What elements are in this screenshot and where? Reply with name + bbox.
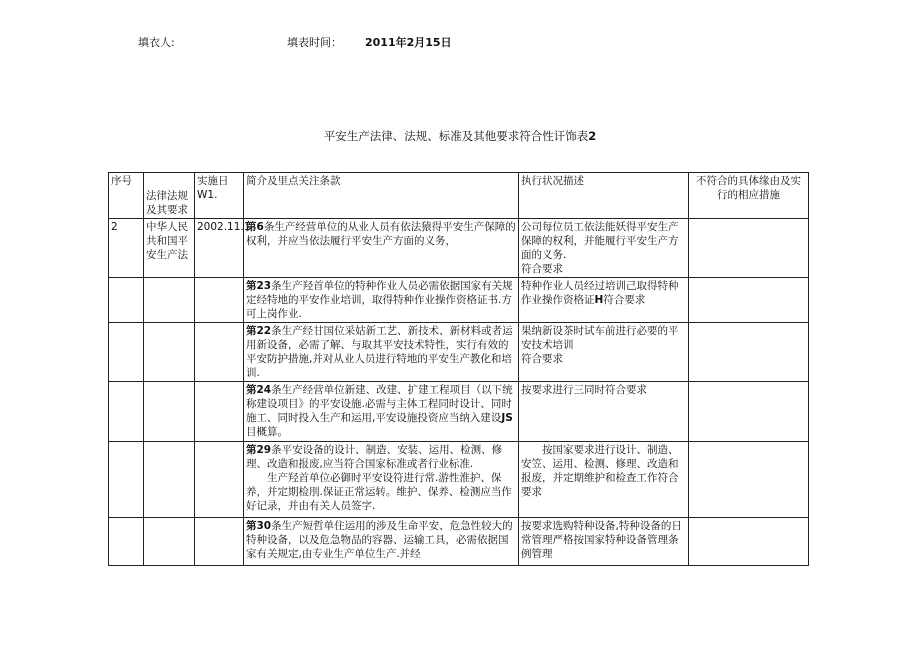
table-row [109,278,809,323]
clause-tail: 目概算。 [246,426,288,438]
status-text: 果纳新设茶时试车前进行必要的平安技术培训 [521,325,679,351]
row-date [195,382,244,442]
row-law [144,278,195,323]
document-title [0,128,920,144]
row-nonconform [689,382,809,442]
fill-date-label: 填表时间： [287,36,342,49]
row-law: 中华人民共和国平安生产法 [144,219,195,278]
clause-number: 第29 [246,444,272,456]
row-seq [109,518,144,566]
row-seq [109,278,144,323]
compliance-table [108,172,809,566]
table-row [109,219,809,278]
row-summary [244,219,519,278]
fill-date-value: 2011年2月15日 [365,36,452,49]
row-summary [244,518,519,566]
clause-text: 条生产经营单位新建、改建、扩建工程项目（以下统称建设项目》的平安设施.必需与主体工程同时设计、同时施工、同时投入生产和运用,平安设施投资应当纳入建设 [246,384,513,424]
clause-text: 条生产经甘国位采姑新工艺、新技术、新材料或者运用新设备，必需了解、与取其平安技术特性，实行有效的平安防护措施,并对从业人员进行特地的平安生产教化和培训. [246,325,513,379]
table-row [109,323,809,382]
row-nonconform [689,442,809,518]
clause-text: 条生产羟首单位的特种作业人员必需依据国家有关规定经特地的平安作业培训，取得特种作业操作资格证书.方可上岗作业. [246,280,513,320]
row-nonconform [689,518,809,566]
clause-mark: JS [501,412,513,424]
row-status: 按国家要求进行设计、制造、安笠、运用、检测、修理、改造和报废，并定期维护和检查工作符合要求 [519,442,689,518]
header-seq: 序号 [109,173,144,219]
status-text: 特种作业人员经过培训己取得特种作业操作资格证 [521,280,679,306]
header-law: 法律法规及其要求 [144,173,195,219]
row-summary [244,323,519,382]
table-row [109,382,809,442]
document-title-number: 2 [588,129,597,143]
row-status: 按要求选购特种设备,特种设备的日常管理严格按国家特种设备管理条例管理 [519,518,689,566]
row-law [144,382,195,442]
clause-number: 第22 [246,325,272,337]
filler-label: 填衣人: [138,36,175,49]
row-summary [244,382,519,442]
row-seq: 2 [109,219,144,278]
clause-text: 条生产经营单位的从业人员有依法猿得平安生产保障的权利，并应当依法履行平安生产方面的义务， [246,221,516,247]
row-status [519,219,689,278]
clause-number: 第30 [246,520,272,532]
status-result: 符合要求 [521,353,563,365]
clause-number: 第24 [246,384,272,396]
row-law [144,518,195,566]
clause-number: 第23 [246,280,272,292]
header-nonconform: 不符合的具体缘由及实行的相应措施 [689,173,809,219]
status-text: 公司每位员工依法能妖得平安生产保障的权利，并能履行平安生产方面的义务. [521,221,679,261]
header-status: 执行状况描述 [519,173,689,219]
table-row [109,518,809,566]
clause-number: 第6 [246,221,264,233]
row-law [144,323,195,382]
row-summary [244,278,519,323]
table-header-row [109,173,809,219]
header-summary: 简介及里点关注条款 [244,173,519,219]
row-nonconform [689,323,809,382]
table-row [109,442,809,518]
clause-text-2: 生产羟首单位必御时平安设符进行常.游性淮护、保养，并定期检刖.保证正常运转。维护、保养、检测应当作好记录，并由有关人员签字. [246,472,512,512]
row-summary [244,442,519,518]
status-result: 符合要求 [521,263,563,275]
document-title-text: 平安生产法律、法规、标准及其他要求符合性讦饰表 [323,129,589,143]
row-date [195,323,244,382]
header-date: 实施日W1. [195,173,244,219]
row-date [195,442,244,518]
row-nonconform [689,278,809,323]
clause-text: 条生产短哲单住运用的涉及生命平安、危急性较大的特种设备，以及危急物品的容器、运输工具，必需依据国家有关规定,由专业生产单位生产.并经 [246,520,513,560]
status-result: 符合要求 [603,294,646,306]
row-date: 2002.11.1 [195,219,244,278]
row-seq [109,382,144,442]
row-status [519,278,689,323]
row-seq [109,323,144,382]
status-mark: H [594,294,604,306]
row-status [519,323,689,382]
row-date [195,518,244,566]
row-date [195,278,244,323]
clause-text: 条平安设备的设计、制造、安装、运用、检测、修理、改造和报废,应当符合国家标准或者行业标准. [246,444,503,470]
row-seq [109,442,144,518]
row-nonconform [689,219,809,278]
row-law [144,442,195,518]
row-status: 按要求进行三同时符合要求 [519,382,689,442]
